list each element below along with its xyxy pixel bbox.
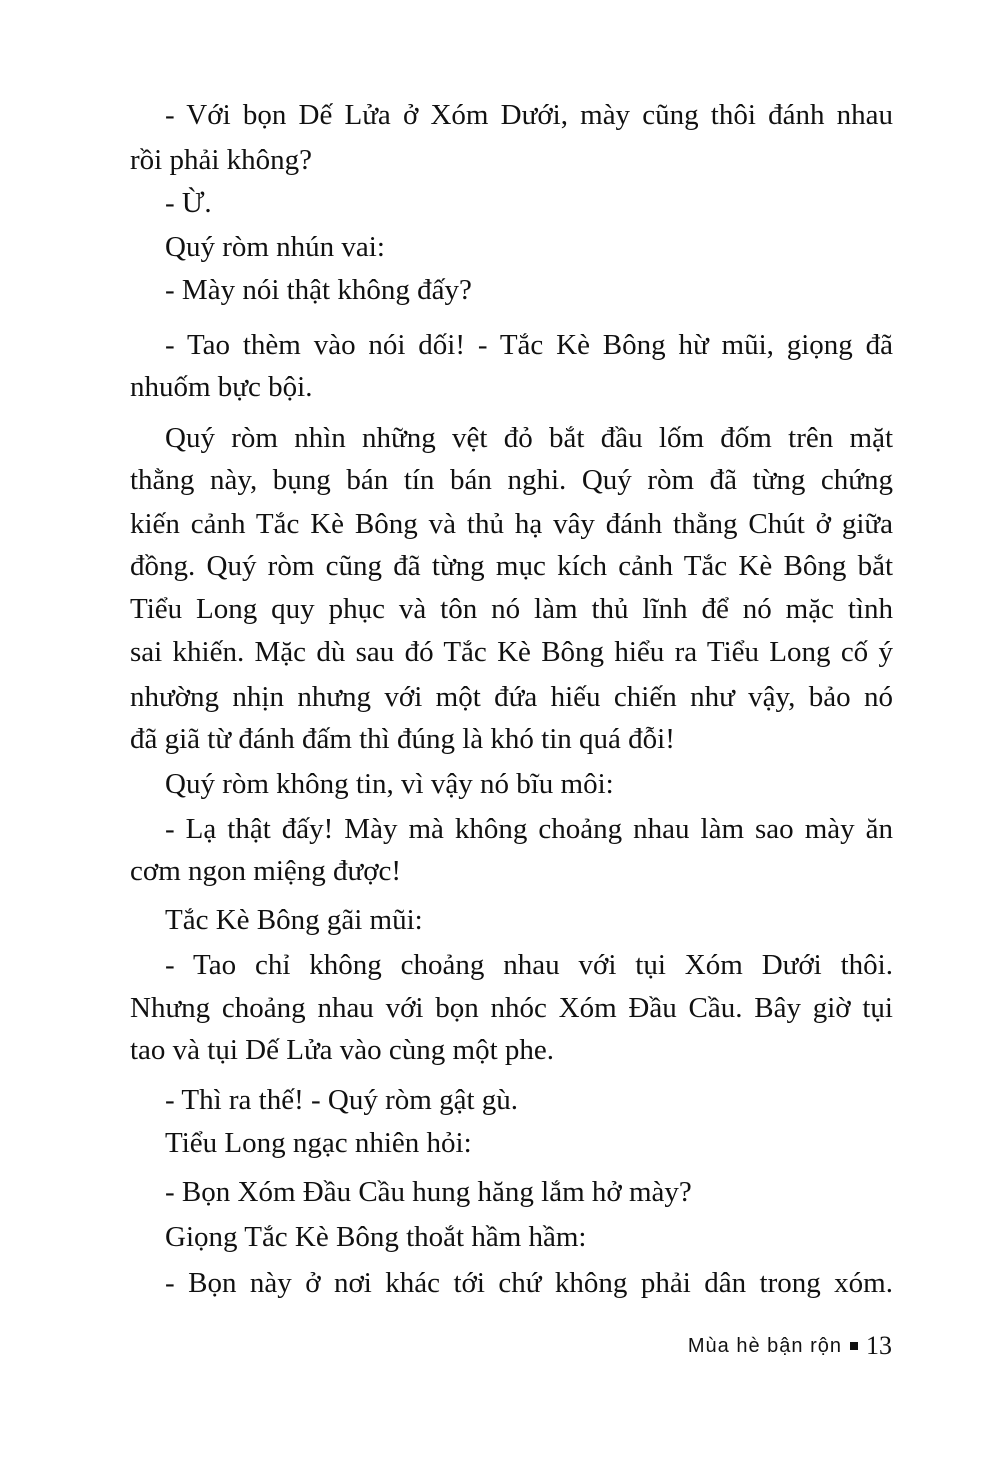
text-line: - Bọn này ở nơi khác tới chứ không phải dân trong xóm. (165, 1267, 893, 1299)
text-line: đã giã từ đánh đấm thì đúng là khó tin quá đỗi! (130, 723, 675, 755)
text-line: Tắc Kè Bông gãi mũi: (165, 904, 423, 936)
text-line: - Mày nói thật không đấy? (165, 274, 472, 306)
text-line: Giọng Tắc Kè Bông thoắt hầm hầm: (165, 1221, 587, 1253)
text-line: Quý ròm không tin, vì vậy nó bĩu môi: (165, 768, 614, 800)
text-line: tao và tụi Dế Lửa vào cùng một phe. (130, 1034, 555, 1066)
text-line: nhường nhịn nhưng với một đứa hiếu chiến như vậy, bảo nó (130, 681, 893, 713)
text-line: - Lạ thật đấy! Mày mà không choảng nhau làm sao mày ăn (165, 813, 893, 845)
text-line: cơm ngon miệng được! (130, 855, 402, 887)
text-line: sai khiến. Mặc dù sau đó Tắc Kè Bông hiểu ra Tiểu Long cố ý (130, 636, 893, 668)
text-line: rồi phải không? (130, 144, 313, 176)
text-line: - Bọn Xóm Đầu Cầu hung hăng lắm hở mày? (165, 1176, 692, 1208)
running-title: Mùa hè bận rộn (687, 1335, 842, 1357)
text-line: - Ừ. (165, 187, 212, 219)
text-line: Nhưng choảng nhau với bọn nhóc Xóm Đầu Cầu. Bây giờ tụi (130, 992, 893, 1024)
text-line: Tiểu Long ngạc nhiên hỏi: (165, 1127, 472, 1159)
text-line: nhuốm bực bội. (130, 371, 313, 403)
text-line: Tiểu Long quy phục và tôn nó làm thủ lĩnh để nó mặc tình (130, 593, 893, 625)
text-line: thằng này, bụng bán tín bán nghi. Quý ròm đã từng chứng (130, 464, 893, 496)
text-line: - Tao thèm vào nói dối! - Tắc Kè Bông hừ mũi, giọng đã (165, 329, 893, 361)
text-line: kiến cảnh Tắc Kè Bông và thủ hạ vây đánh thằng Chút ở giữa (130, 508, 893, 540)
page-number: 13 (866, 1331, 892, 1360)
square-bullet-icon (850, 1342, 858, 1350)
text-line: - Thì ra thế! - Quý ròm gật gù. (165, 1084, 519, 1116)
text-line: Quý ròm nhìn những vệt đỏ bắt đầu lốm đốm trên mặt (165, 422, 893, 454)
text-line: Quý ròm nhún vai: (165, 231, 385, 263)
text-line: - Với bọn Dế Lửa ở Xóm Dưới, mày cũng thôi đánh nhau (165, 99, 893, 131)
page-footer (688, 1328, 892, 1364)
text-line: - Tao chỉ không choảng nhau với tụi Xóm Dưới thôi. (165, 949, 893, 981)
text-line: đồng. Quý ròm cũng đã từng mục kích cảnh Tắc Kè Bông bắt (130, 550, 893, 582)
